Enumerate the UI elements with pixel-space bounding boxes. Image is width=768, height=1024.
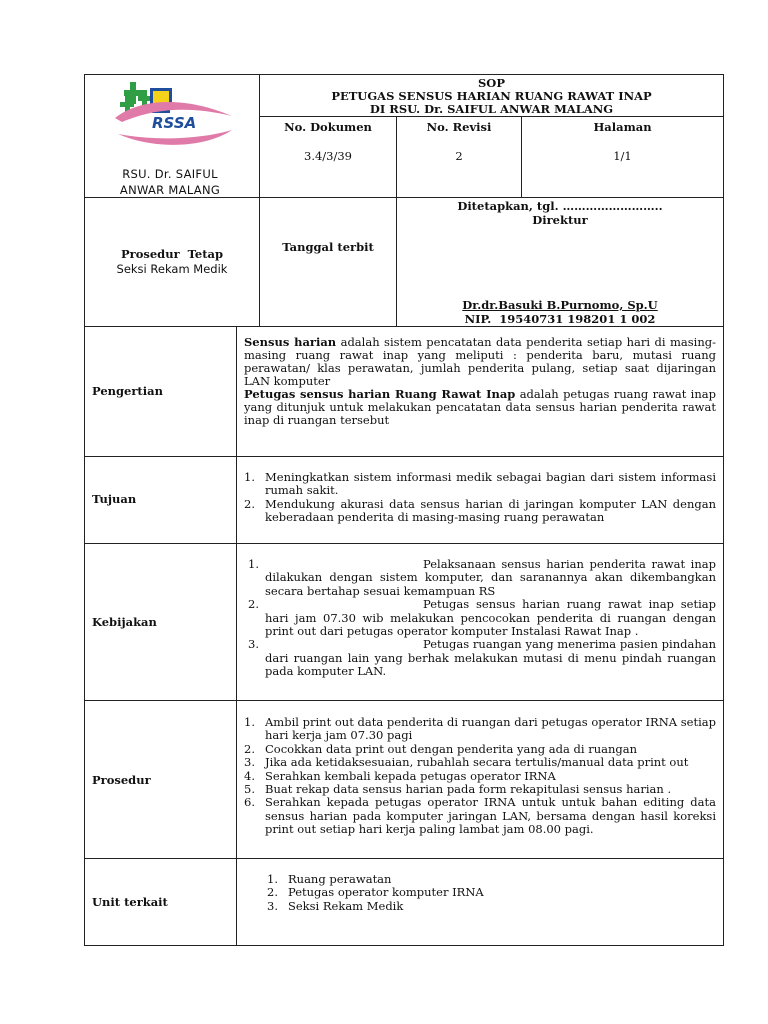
definition-sensus-harian: adalah sistem pencatatan data penderita setiap hari di masing-masing ruang rawat inap yang meliputi : penderita baru, mutasi ruang perawatan/ klas perawatan, jumlah penderita pulang, setiap saat dijaringan LAN komputer <box>244 335 716 388</box>
list-item: 6. Serahkan kepada petugas operator IRNA untuk untuk bahan editing data sensus harian pada komputer jaringan LAN, bersama dengan hasil koreksi print out setiap hari kerja paling lambat jam 08.00 pagi. <box>244 795 716 837</box>
tujuan-list <box>241 471 716 525</box>
definition-petugas-sensus: adalah petugas ruang rawat inap yang ditunjuk untuk melakukan pencatatan data sensus harian penderita rawat inap di ruangan tersebut <box>244 387 716 427</box>
direktur-label: Direktur <box>532 213 588 227</box>
list-item: 3. Seksi Rekam Medik <box>267 898 404 913</box>
col-header-dokumen: No. Dokumen <box>284 120 372 134</box>
list-item: 1. Pelaksanaan sensus harian penderita rawat inap dilakukan dengan sistem komputer, dan saranannya akan dikembangkan secara bertahap sesuai kemampuan RS <box>248 557 716 598</box>
director-name: Dr.dr.Basuki B.Purnomo, Sp.U <box>462 298 658 312</box>
doc-type: SOP <box>478 76 505 90</box>
col-header-revisi: No. Revisi <box>426 120 492 134</box>
kebijakan-list <box>241 558 716 679</box>
col-header-halaman: Halaman <box>593 120 652 134</box>
unit-terkait-label: Unit terkait <box>92 895 168 909</box>
logo-text: RSSA <box>152 114 197 132</box>
list-item: 2. Petugas sensus harian ruang rawat inap setiap hari jam 07.30 wib melakukan pencocokan penderita di ruangan dengan print out dari petugas operator komputer Instalasi Rawat Inap . <box>248 597 716 639</box>
list-item: 1. Ambil print out data penderita di ruangan dari petugas operator IRNA setiap hari kerja jam 07.30 pagi <box>244 715 716 743</box>
value-dokumen: 3.4/3/39 <box>304 149 352 163</box>
value-revisi: 2 <box>455 149 463 163</box>
doc-title-line1: PETUGAS SENSUS HARIAN RUANG RAWAT INAP <box>331 89 652 103</box>
ditetapkan-label: Ditetapkan, tgl. …………………….. <box>457 199 663 213</box>
pengertian-text <box>244 336 716 427</box>
term-sensus-harian: Sensus harian <box>244 335 337 349</box>
doc-title-line2: DI RSU. Dr. SAIFUL ANWAR MALANG <box>369 102 614 116</box>
value-halaman: 1/1 <box>613 149 632 163</box>
list-item: 3. Jika ada ketidaksesuaian, rubahlah secara tertulis/manual data print out <box>244 755 689 770</box>
kebijakan-label: Kebijakan <box>92 615 157 629</box>
unit-terkait-list <box>264 873 704 913</box>
prosedur-label: Prosedur <box>92 773 151 787</box>
term-petugas-sensus: Petugas sensus harian Ruang Rawat Inap <box>244 387 516 401</box>
hospital-logo <box>110 78 235 160</box>
list-item: 5. Buat rekap data sensus harian pada form rekapitulasi sensus harian . <box>244 782 672 797</box>
list-item: 2. Petugas operator komputer IRNA <box>267 885 484 900</box>
section-label: Seksi Rekam Medik <box>116 262 228 276</box>
list-item: 3. Petugas ruangan yang menerima pasien pindahan dari ruangan lain yang berhak melakukan mutasi di menu pindah ruangan pada komputer LAN. <box>248 637 716 679</box>
list-item: 1. Meningkatkan sistem informasi medik sebagai bagian dari sistem informasi rumah sakit. <box>244 470 716 498</box>
list-item: 2. Mendukung akurasi data sensus harian di jaringan komputer LAN dengan keberadaan penderita di masing-masing ruang perawatan <box>244 496 716 525</box>
list-item: 2. Cocokkan data print out dengan penderita yang ada di ruangan <box>244 741 638 756</box>
tanggal-terbit-label: Tanggal terbit <box>282 240 374 254</box>
pengertian-label: Pengertian <box>92 384 163 398</box>
list-item: 1. Ruang perawatan <box>267 872 392 886</box>
list-item: 4. Serahkan kembali kepada petugas operator IRNA <box>244 768 556 783</box>
prosedur-list <box>241 716 716 837</box>
procedure-label: Prosedur Tetap <box>121 247 223 261</box>
tujuan-label: Tujuan <box>92 492 137 506</box>
hospital-name: RSU. Dr. SAIFUL ANWAR MALANG <box>119 167 221 197</box>
director-nip: NIP. 19540731 198201 1 002 <box>464 312 656 326</box>
